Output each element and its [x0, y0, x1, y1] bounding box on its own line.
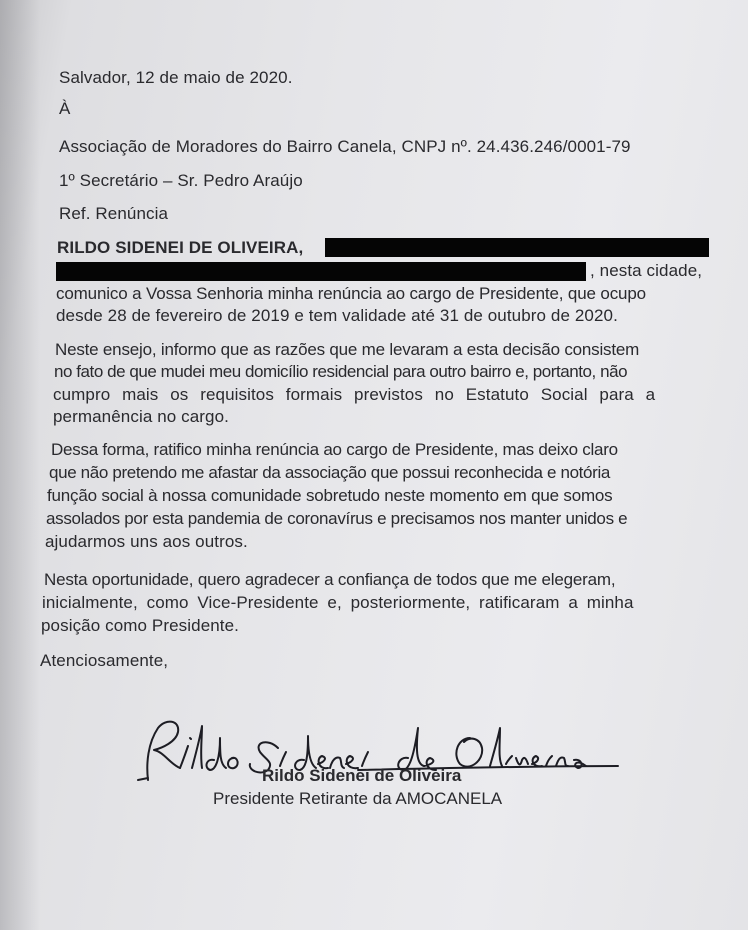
paragraph-text: cumpro mais os requisitos formais previstos no Estatuto Social para a	[53, 385, 656, 404]
paragraph-text: no fato de que mudei meu domicílio residencial para outro bairro e, portanto, não	[54, 362, 628, 381]
paragraph-text: , nesta cidade,	[590, 261, 703, 280]
paragraph-text: permanência no cargo.	[53, 407, 229, 426]
paragraph-text: inicialmente, como Vice-Presidente e, posteriormente, ratificaram a minha	[42, 593, 634, 612]
paragraph-text: ajudarmos uns aos outros.	[45, 532, 248, 551]
sender-name: RILDO SIDENEI DE OLIVEIRA,	[57, 238, 304, 257]
salutation-to: À	[59, 99, 71, 118]
redacted-block	[325, 238, 709, 257]
paragraph-text: função social à nossa comunidade sobretudo neste momento em que somos	[47, 486, 613, 505]
paragraph-text: desde 28 de fevereiro de 2019 e tem validade até 31 de outubro de 2020.	[56, 306, 618, 325]
paragraph-text: Dessa forma, ratifico minha renúncia ao cargo de Presidente, mas deixo claro	[51, 440, 618, 459]
paragraph-text: Nesta oportunidade, quero agradecer a confiança de todos que me elegeram,	[44, 570, 616, 589]
paragraph-text: Neste ensejo, informo que as razões que me levaram a esta decisão consistem	[55, 340, 640, 359]
recipient-person: 1º Secretário – Sr. Pedro Araújo	[59, 171, 303, 190]
redacted-block	[56, 262, 586, 281]
page-shadow	[0, 0, 40, 930]
reference-line: Ref. Renúncia	[59, 204, 169, 223]
signatory-role: Presidente Retirante da AMOCANELA	[213, 789, 503, 808]
paragraph-text: comunico a Vossa Senhoria minha renúncia ao cargo de Presidente, que ocupo	[56, 284, 646, 303]
closing: Atenciosamente,	[40, 651, 169, 670]
paragraph-text: assolados por esta pandemia de coronavírus e precisamos nos manter unidos e	[46, 509, 628, 528]
date-line: Salvador, 12 de maio de 2020.	[59, 68, 293, 87]
recipient-org: Associação de Moradores do Bairro Canela, CNPJ nº. 24.436.246/0001-79	[59, 137, 631, 156]
paragraph-text: que não pretendo me afastar da associação que possui reconhecida e notória	[49, 463, 610, 482]
paragraph-text: posição como Presidente.	[41, 616, 240, 635]
signatory-name: Rildo Sidenei de Oliveira	[262, 766, 462, 785]
